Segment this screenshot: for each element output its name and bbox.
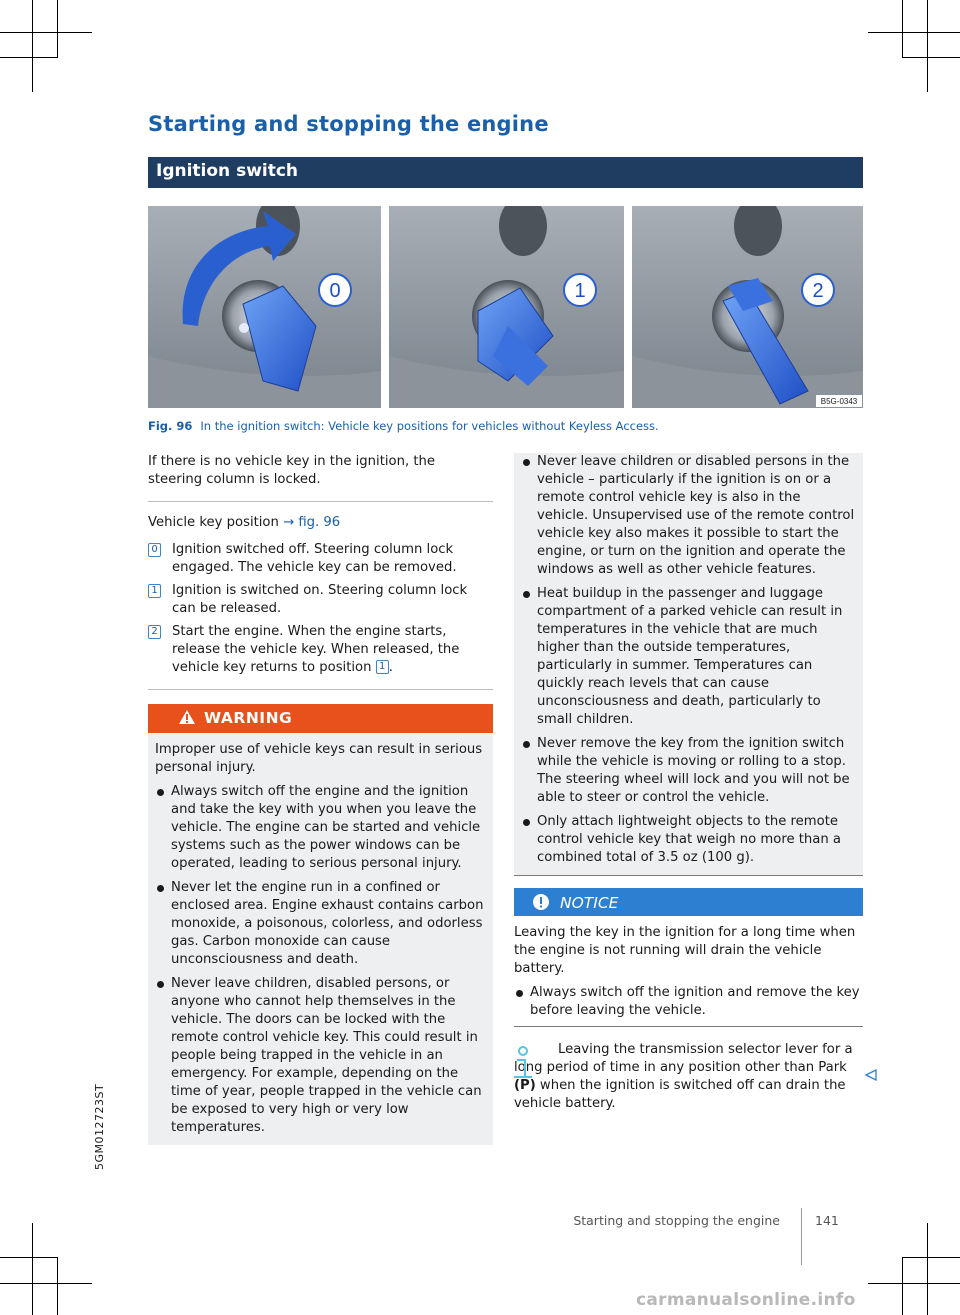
warning-intro: Improper use of vehicle keys can result in serious personal injury. — [155, 742, 483, 775]
position-label-1: 1 — [574, 280, 586, 302]
divider — [148, 689, 493, 690]
crop-mark — [902, 1257, 960, 1258]
crop-mark — [902, 0, 903, 58]
notice-body — [514, 916, 863, 1027]
right-column — [514, 453, 863, 1113]
list-item: Never leave children or disabled persons in the vehicle – particularly if the ignition is on or a remote control vehicle key is also in the vehicle. Unsupervised use of the remote control vehicle key also makes it possible to start the engine, or turn on the ignition and operate the windows as well as other vehicle features. — [521, 453, 855, 579]
left-column — [148, 453, 493, 1145]
notice-text: Leaving the key in the ignition for a long time when the engine is not running will drain the vehicle battery. — [514, 925, 856, 976]
list-item: Always switch off the ignition and remove the key before leaving the vehicle. — [514, 984, 863, 1020]
position-number: 0 — [148, 543, 161, 557]
crop-mark — [902, 57, 960, 58]
caption-label: Fig. 96 — [148, 419, 193, 433]
warning-title: WARNING — [204, 709, 293, 727]
position-text: Ignition is switched on. Steering column lock can be released. — [172, 583, 468, 616]
footer-section-title: Starting and stopping the engine — [573, 1213, 780, 1228]
continue-triangle-icon — [865, 1066, 877, 1085]
position-text: Ignition switched off. Steering column lock engaged. The vehicle key can be removed. — [172, 542, 457, 575]
divider — [148, 501, 493, 502]
position-list — [148, 541, 493, 677]
list-item: Never remove the key from the ignition switch while the vehicle is moving or rolling to a stop. The steering wheel will lock and you will not be able to steer or control the vehicle. — [521, 735, 855, 807]
position-number: 2 — [148, 625, 161, 639]
page-title: Starting and stopping the engine — [148, 112, 549, 136]
watermark: carmanualsonline.info — [636, 1290, 856, 1310]
warning-continued — [514, 453, 863, 876]
warning-header — [148, 704, 493, 733]
crop-mark — [57, 0, 58, 58]
crop-mark — [32, 1223, 33, 1315]
crop-mark — [927, 1223, 928, 1315]
crop-mark — [868, 1283, 960, 1284]
notice-list — [514, 984, 863, 1020]
park-label: (P) — [514, 1078, 536, 1093]
footer-divider — [801, 1208, 802, 1265]
list-item: Never let the engine run in a confined or enclosed area. Engine exhaust contains carbon monoxide, a poisonous, colorless, and odorless gas. Carbon monoxide can cause unconsciousness and death. — [155, 879, 485, 969]
ignition-figure — [148, 206, 863, 408]
list-item: Heat buildup in the passenger and luggage compartment of a parked vehicle can result in temperatures in the vehicle that are much higher than the outside temperatures, particularly in summer. Temperatures can quickly reach levels that can cause unconsciousness and death, particularly to small children. — [521, 585, 855, 729]
position-label-0: 0 — [329, 280, 341, 302]
position-text: Start the engine. When the engine starts, release the vehicle key. When released, the vehicle key returns to position — [172, 624, 460, 675]
caption-text: In the ignition switch: Vehicle key positions for vehicles without Keyless Access. — [200, 419, 659, 433]
crop-mark — [57, 1257, 58, 1315]
figure-link[interactable]: → fig. 96 — [283, 515, 341, 530]
key-position-label: Vehicle key position — [148, 515, 279, 530]
info-icon — [508, 1045, 538, 1089]
warning-box — [148, 704, 493, 1145]
crop-mark — [0, 32, 92, 33]
notice-title: NOTICE — [560, 894, 619, 912]
section-title: Ignition switch — [156, 161, 299, 181]
crop-mark — [868, 32, 960, 33]
figure-caption — [148, 419, 659, 433]
list-item: Never leave children, disabled persons, or anyone who cannot help themselves in the vehicle. The doors can be locked with the remote control vehicle key. This could result in people being trapped in the vehicle in an emergency. For example, depending on the time of year, people trapped in the vehicle can be exposed to very high or very low temperatures. — [155, 975, 485, 1137]
crop-mark — [32, 0, 33, 92]
image-code: B5G-0343 — [820, 397, 858, 406]
crop-mark — [902, 1257, 903, 1315]
list-item: Always switch off the engine and the ignition and take the key with you when you leave the vehicle. The engine can be started and vehicle systems such as the power windows can be operated, leading to serious personal injury. — [155, 783, 485, 873]
intro-paragraph: If there is no vehicle key in the ignition, the steering column is locked. — [148, 454, 435, 487]
crop-mark — [0, 1257, 58, 1258]
list-item: 2 Start the engine. When the engine starts, release the vehicle key. When released, the vehicle key returns to position 1 . — [148, 623, 493, 677]
page-number: 141 — [815, 1213, 839, 1228]
position-number: 1 — [148, 584, 161, 598]
ignition-illustration — [148, 206, 863, 408]
list-item — [148, 582, 493, 618]
warning-list — [155, 783, 485, 1137]
info-text: Leaving the transmission selector lever for a long period of time in any position other than Park (P) when the ignition is switched off can drain the vehicle battery. — [514, 1042, 853, 1111]
crop-mark — [927, 0, 928, 92]
crop-mark — [0, 1283, 92, 1284]
list-item: Only attach lightweight objects to the remote control vehicle key that weigh no more than a combined total of 3.5 oz (100 g). — [521, 813, 855, 867]
notice-header — [514, 888, 863, 916]
key-position-heading — [148, 514, 493, 532]
warning-list-continued — [521, 453, 855, 867]
list-item — [148, 541, 493, 577]
section-banner — [148, 157, 863, 188]
warning-triangle-icon — [178, 709, 196, 729]
notice-exclamation-icon — [532, 893, 550, 915]
info-note — [514, 1041, 863, 1113]
document-code: 5GM012723ST — [93, 1083, 106, 1170]
crop-mark — [0, 57, 58, 58]
position-label-2: 2 — [812, 280, 824, 302]
position-reference: 1 — [376, 660, 389, 674]
